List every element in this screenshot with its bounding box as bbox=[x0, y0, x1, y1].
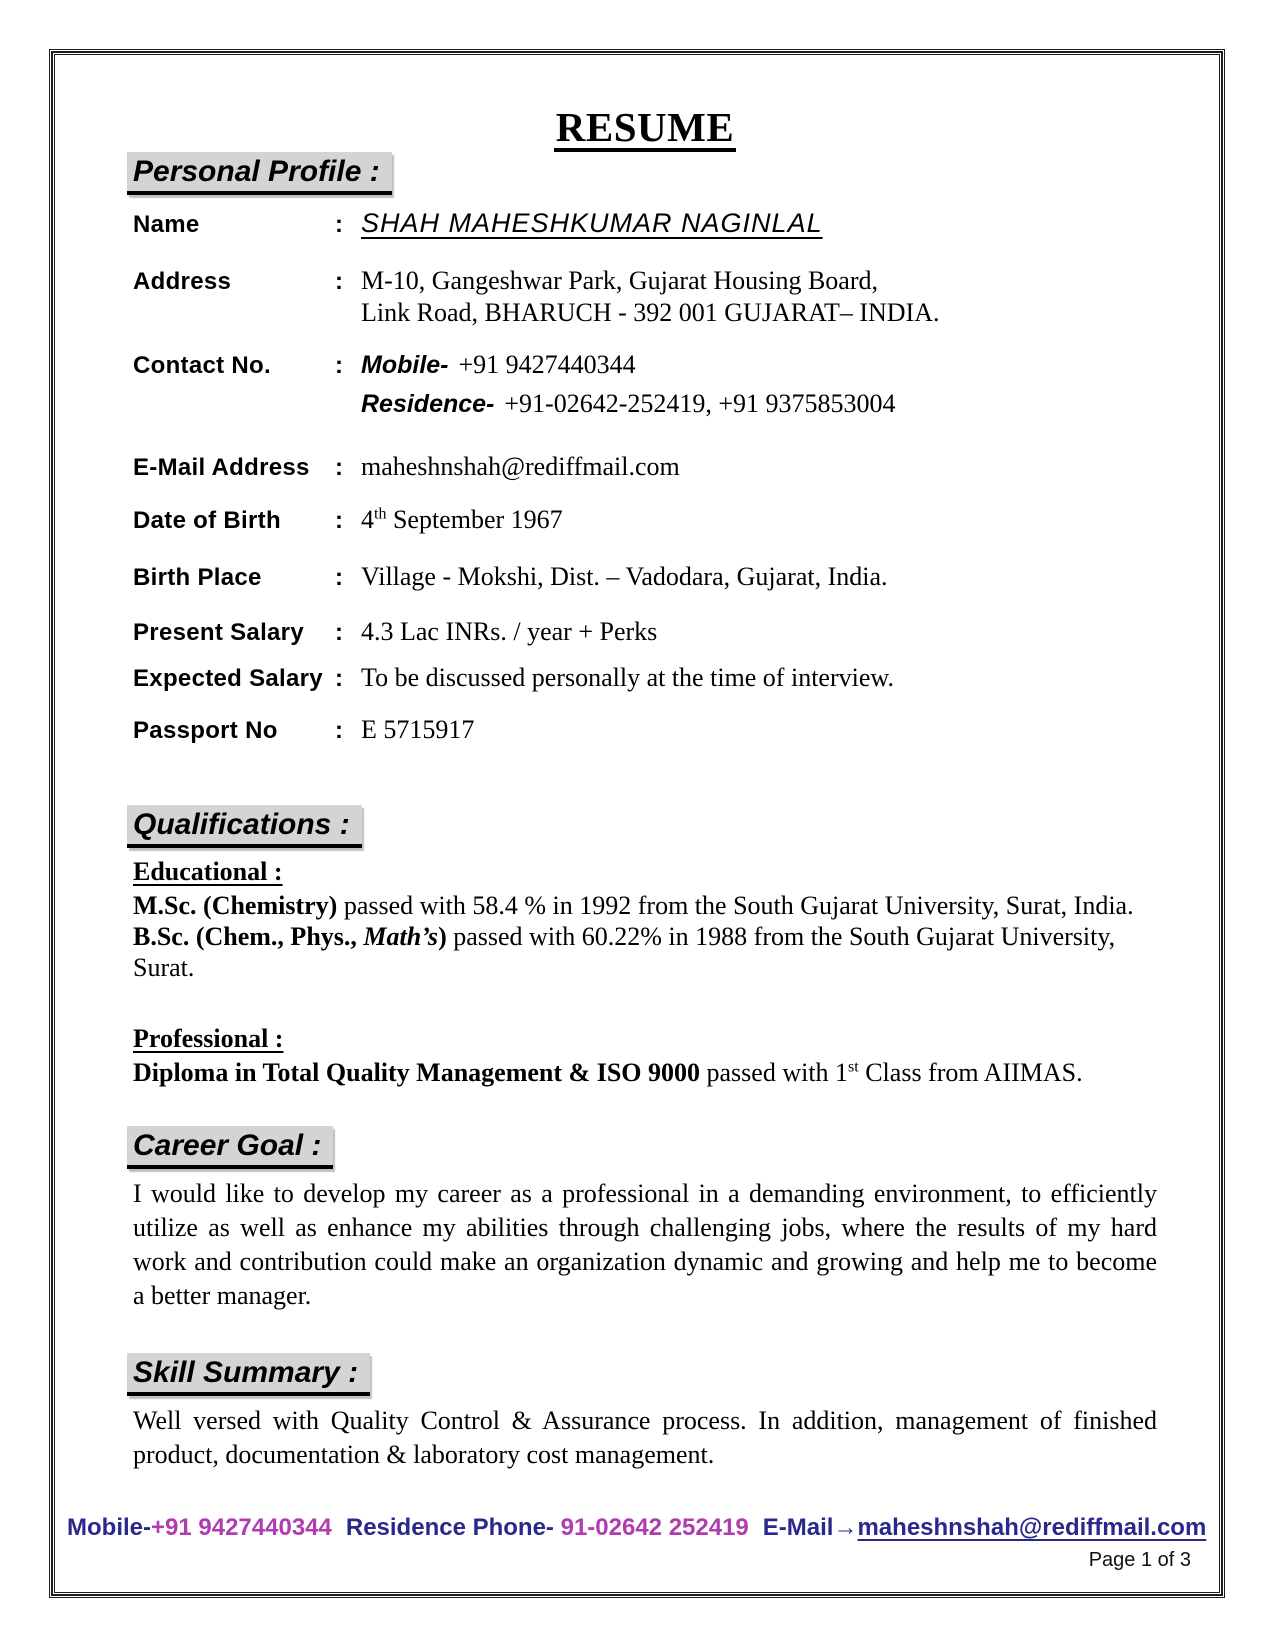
page-border-mid bbox=[51, 51, 1223, 1596]
expected-salary-value: To be discussed personally at the time of interview. bbox=[361, 663, 894, 692]
expected-salary-colon: : bbox=[335, 665, 343, 692]
expected-salary-label: Expected Salary bbox=[133, 665, 323, 692]
page-number: Page 1 of 3 bbox=[1088, 1549, 1191, 1571]
field-row-dob bbox=[133, 504, 1157, 537]
footer-residence-label: Residence Phone- bbox=[345, 1514, 554, 1541]
passport-value: E 5715917 bbox=[361, 715, 475, 744]
diploma-line bbox=[133, 1057, 1157, 1088]
bsc-degree-close: ) bbox=[438, 922, 447, 951]
name-value: SHAH MAHESHKUMAR NAGINLAL bbox=[361, 208, 823, 238]
field-row-passport bbox=[133, 714, 1157, 747]
contact-mobile-line bbox=[361, 349, 1157, 381]
field-row-email bbox=[133, 451, 1157, 484]
qualifications-heading: Qualifications : bbox=[127, 805, 362, 848]
present-salary-value: 4.3 Lac INRs. / year + Perks bbox=[361, 617, 658, 646]
email-value: maheshnshah@rediffmail.com bbox=[361, 452, 680, 481]
skill-summary-heading: Skill Summary : bbox=[127, 1353, 370, 1396]
residence-sublabel: Residence- bbox=[361, 390, 495, 418]
present-salary-label: Present Salary bbox=[133, 619, 304, 646]
dob-rest: September 1967 bbox=[386, 505, 563, 534]
bsc-line bbox=[133, 921, 1157, 983]
birth-place-colon: : bbox=[335, 564, 343, 591]
contact-colon: : bbox=[335, 352, 343, 379]
address-line1: M-10, Gangeshwar Park, Gujarat Housing Board, bbox=[361, 266, 879, 295]
address-colon: : bbox=[335, 268, 343, 295]
name-label: Name bbox=[133, 211, 200, 238]
name-colon: : bbox=[335, 211, 343, 238]
birth-place-label: Birth Place bbox=[133, 564, 262, 591]
field-row-contact bbox=[133, 349, 1157, 420]
resume-page bbox=[54, 54, 1220, 1593]
career-goal-paragraph: I would like to develop my career as a professional in a demanding environment, to efficiently utilize as well as enhance my abilities through challenging jobs, where the results of my hard work and contribution could make an organization dynamic and growing and help me to become a better manager. bbox=[133, 1179, 1157, 1310]
address-line2: Link Road, BHARUCH - 392 001 GUJARAT– INDIA. bbox=[361, 298, 940, 327]
address-value bbox=[361, 265, 1157, 329]
page-content bbox=[55, 55, 1219, 1472]
career-goal-heading: Career Goal : bbox=[127, 1126, 333, 1169]
msc-line bbox=[133, 890, 1157, 921]
personal-profile-section bbox=[133, 152, 1157, 195]
field-row-name bbox=[133, 207, 1157, 241]
passport-label: Passport No bbox=[133, 717, 278, 744]
dob-value bbox=[361, 504, 1157, 536]
bsc-degree-maths: Math’s bbox=[363, 922, 439, 951]
dob-day: 4 bbox=[361, 505, 374, 534]
passport-colon: : bbox=[335, 717, 343, 744]
career-goal-section bbox=[133, 1126, 1157, 1313]
skill-summary-paragraph: Well versed with Quality Control & Assurance process. In addition, management of finished product, documentation & laboratory cost management. bbox=[133, 1406, 1157, 1469]
contact-residence-line bbox=[361, 388, 1157, 420]
educational-subheading: Educational : bbox=[133, 857, 283, 886]
field-row-present-salary bbox=[133, 616, 1157, 649]
professional-subheading: Professional : bbox=[133, 1024, 284, 1053]
field-row-birth-place bbox=[133, 561, 1157, 594]
address-label: Address bbox=[133, 268, 232, 295]
msc-detail: passed with 58.4 % in 1992 from the South Gujarat University, Surat, India. bbox=[337, 891, 1134, 920]
footer-mobile-label: Mobile- bbox=[67, 1514, 151, 1541]
arrow-right-icon: → bbox=[833, 1514, 858, 1541]
footer-email-label: E-Mail bbox=[762, 1514, 834, 1541]
personal-profile-fields bbox=[133, 207, 1157, 747]
page-border bbox=[49, 49, 1225, 1598]
diploma-title: Diploma in Total Quality Management & ISO 9000 bbox=[133, 1058, 700, 1087]
qualifications-section bbox=[133, 805, 1157, 1088]
mobile-sublabel: Mobile- bbox=[361, 351, 449, 379]
diploma-ordinal: st bbox=[848, 1058, 859, 1076]
footer bbox=[67, 1514, 1207, 1542]
contact-value bbox=[361, 349, 1157, 420]
field-row-address bbox=[133, 265, 1157, 329]
residence-numbers: +91-02642-252419, +91 9375853004 bbox=[504, 389, 896, 418]
bsc-degree-prefix: B.Sc. (Chem., Phys., bbox=[133, 922, 364, 951]
dob-ordinal: th bbox=[374, 505, 387, 523]
email-label: E-Mail Address bbox=[133, 454, 310, 481]
bsc-detail: passed with 60.22% in 1988 from the South Gujarat University, Surat. bbox=[133, 922, 1116, 982]
diploma-mid: passed with 1 bbox=[700, 1058, 849, 1087]
footer-mobile-number: +91 9427440344 bbox=[151, 1514, 332, 1541]
page-title: RESUME bbox=[555, 104, 735, 150]
present-salary-colon: : bbox=[335, 619, 343, 646]
diploma-rest: Class from AIIMAS. bbox=[858, 1058, 1083, 1087]
birth-place-value: Village - Mokshi, Dist. – Vadodara, Gujarat, India. bbox=[361, 562, 888, 591]
field-row-expected-salary bbox=[133, 662, 1157, 695]
skill-summary-section bbox=[133, 1353, 1157, 1472]
title-wrap bbox=[133, 104, 1157, 152]
dob-label: Date of Birth bbox=[133, 507, 281, 534]
dob-colon: : bbox=[335, 507, 343, 534]
contact-label: Contact No. bbox=[133, 352, 271, 379]
footer-email-link[interactable]: maheshnshah@rediffmail.com bbox=[857, 1514, 1207, 1541]
mobile-number: +91 9427440344 bbox=[458, 350, 636, 379]
email-colon: : bbox=[335, 454, 343, 481]
msc-degree: M.Sc. (Chemistry) bbox=[133, 891, 338, 920]
personal-profile-heading: Personal Profile : bbox=[127, 152, 392, 195]
footer-residence-number: 91-02642 252419 bbox=[560, 1514, 749, 1541]
